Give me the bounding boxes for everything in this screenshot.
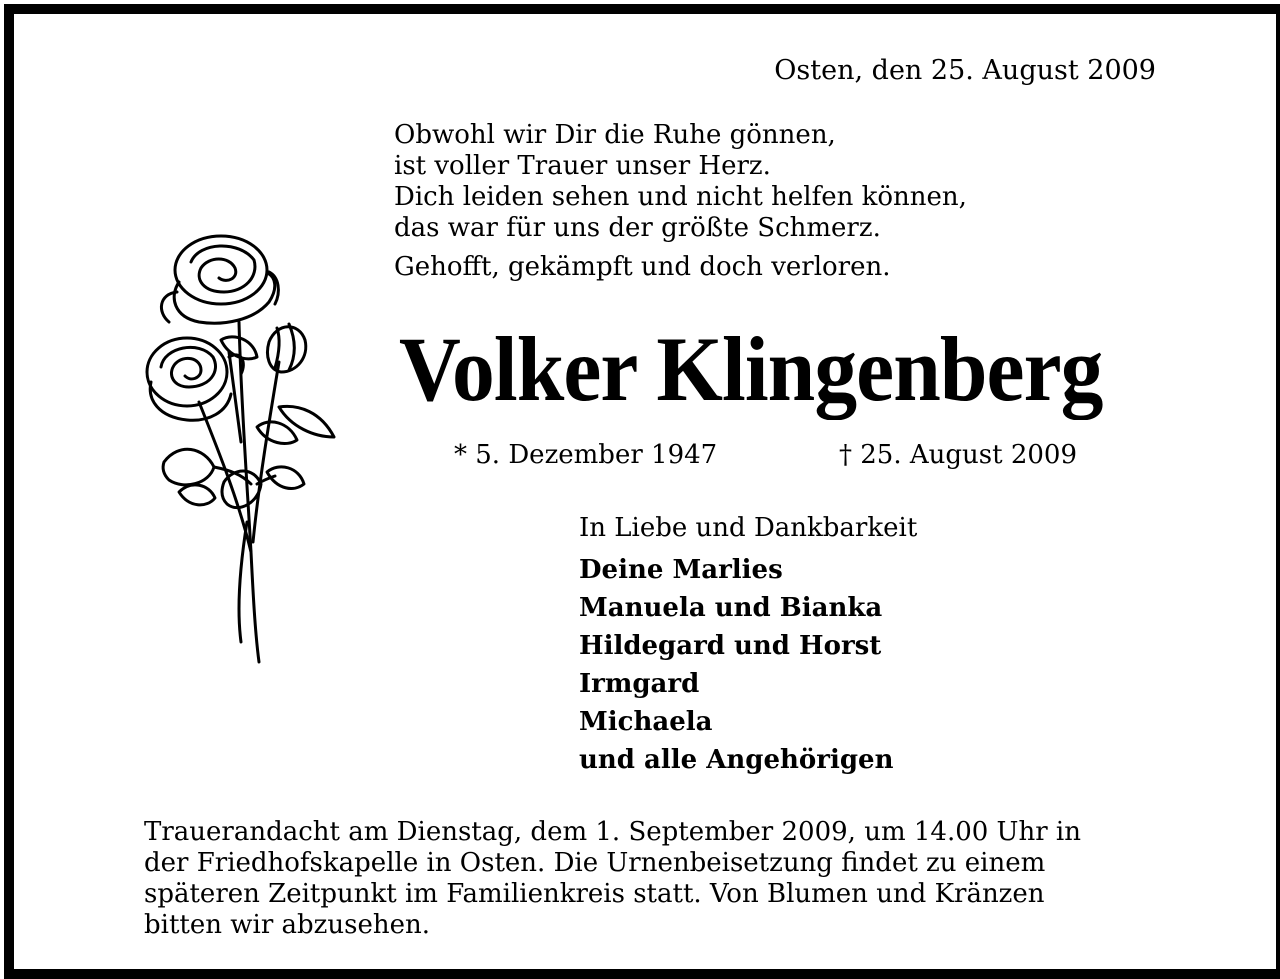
notice-line: der Friedhofskapelle in Osten. Die Urnenbeisetzung findet zu einem bbox=[144, 848, 1046, 878]
mourners-list bbox=[579, 551, 917, 779]
death-date: † 25. August 2009 bbox=[839, 440, 1078, 470]
poem-line: das war für uns der größte Schmerz. bbox=[394, 213, 881, 243]
mourners bbox=[579, 509, 917, 779]
poem bbox=[394, 120, 967, 283]
notice-line: bitten wir abzusehen. bbox=[144, 910, 430, 940]
funeral-notice bbox=[144, 817, 1164, 941]
mourner-name: Deine Marlies bbox=[579, 555, 783, 585]
mourner-name: und alle Angehörigen bbox=[579, 745, 894, 775]
poem-closing: Gehofft, gekämpft und doch verloren. bbox=[394, 252, 891, 282]
notice-line: Trauerandacht am Dienstag, dem 1. September 2009, um 14.00 Uhr in bbox=[144, 817, 1081, 847]
life-dates bbox=[454, 438, 1078, 472]
mourner-name: Michaela bbox=[579, 707, 713, 737]
mourners-intro: In Liebe und Dankbarkeit bbox=[579, 513, 918, 543]
poem-line: Obwohl wir Dir die Ruhe gönnen, bbox=[394, 120, 836, 150]
poem-line: ist voller Trauer unser Herz. bbox=[394, 151, 771, 181]
deceased-name: Volker Klingenberg bbox=[399, 318, 1103, 420]
poem-line: Dich leiden sehen und nicht helfen können, bbox=[394, 182, 967, 212]
mourner-name: Manuela und Bianka bbox=[579, 593, 883, 623]
birth-date: * 5. Dezember 1947 bbox=[454, 440, 718, 470]
mourner-name: Hildegard und Horst bbox=[579, 631, 882, 661]
date-line: Osten, den 25. August 2009 bbox=[774, 55, 1156, 86]
mourner-name: Irmgard bbox=[579, 669, 700, 699]
notice-line: späteren Zeitpunkt im Familienkreis statt. Von Blumen und Kränzen bbox=[144, 879, 1045, 909]
obituary-frame bbox=[4, 4, 1280, 979]
rose-icon bbox=[129, 222, 359, 672]
